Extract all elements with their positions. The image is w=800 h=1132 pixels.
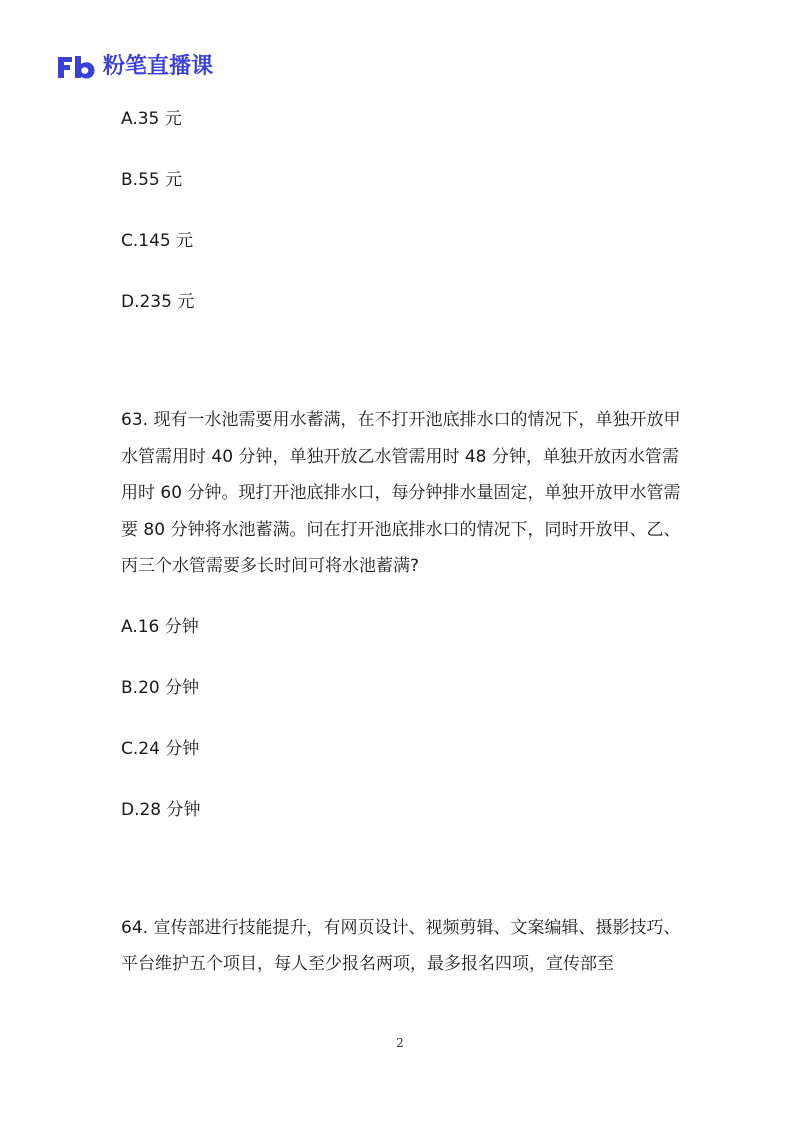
q63-option-c: C.24 分钟 bbox=[121, 738, 200, 759]
fenbi-logo-icon bbox=[56, 54, 96, 80]
q62-option-a: A.35 元 bbox=[121, 109, 182, 129]
brand-logo bbox=[56, 52, 213, 82]
q64-stem: 64. 宣传部进行技能提升，有网页设计、视频剪辑、文案编辑、摄影技巧、平台维护五个项目，每人至少报名两项，最多报名四项，宣传部至 bbox=[121, 917, 681, 974]
q62-option-d: D.235 元 bbox=[121, 292, 195, 312]
q62-option-b: B.55 元 bbox=[121, 170, 183, 190]
q63-option-d: D.28 分钟 bbox=[121, 799, 201, 820]
question-63 bbox=[121, 402, 687, 827]
q63-stem: 63. 现有一水池需要用水蓄满，在不打开池底排水口的情况下，单独开放甲水管需用时 40 分钟，单独开放乙水管需用时 48 分钟，单独开放丙水管需用时 60 分钟。现打开池底排水口，每分钟排水量固定，单独开放甲水管需要 80 分钟将水池蓄满。问在打开池底排水口的情况下，同时开放甲、乙、丙三个水管需要多长时间可将水池蓄满? bbox=[121, 410, 681, 576]
document-body bbox=[121, 102, 687, 1008]
q63-option-a: A.16 分钟 bbox=[121, 616, 199, 637]
q62-option-c: C.145 元 bbox=[121, 231, 194, 251]
q63-option-b: B.20 分钟 bbox=[121, 677, 200, 698]
q62-options bbox=[121, 102, 687, 319]
page-number: 2 bbox=[396, 1036, 404, 1050]
spacer bbox=[121, 854, 687, 910]
question-64 bbox=[121, 910, 687, 983]
logo-text: 粉笔直播课 bbox=[103, 54, 214, 79]
spacer bbox=[121, 346, 687, 402]
